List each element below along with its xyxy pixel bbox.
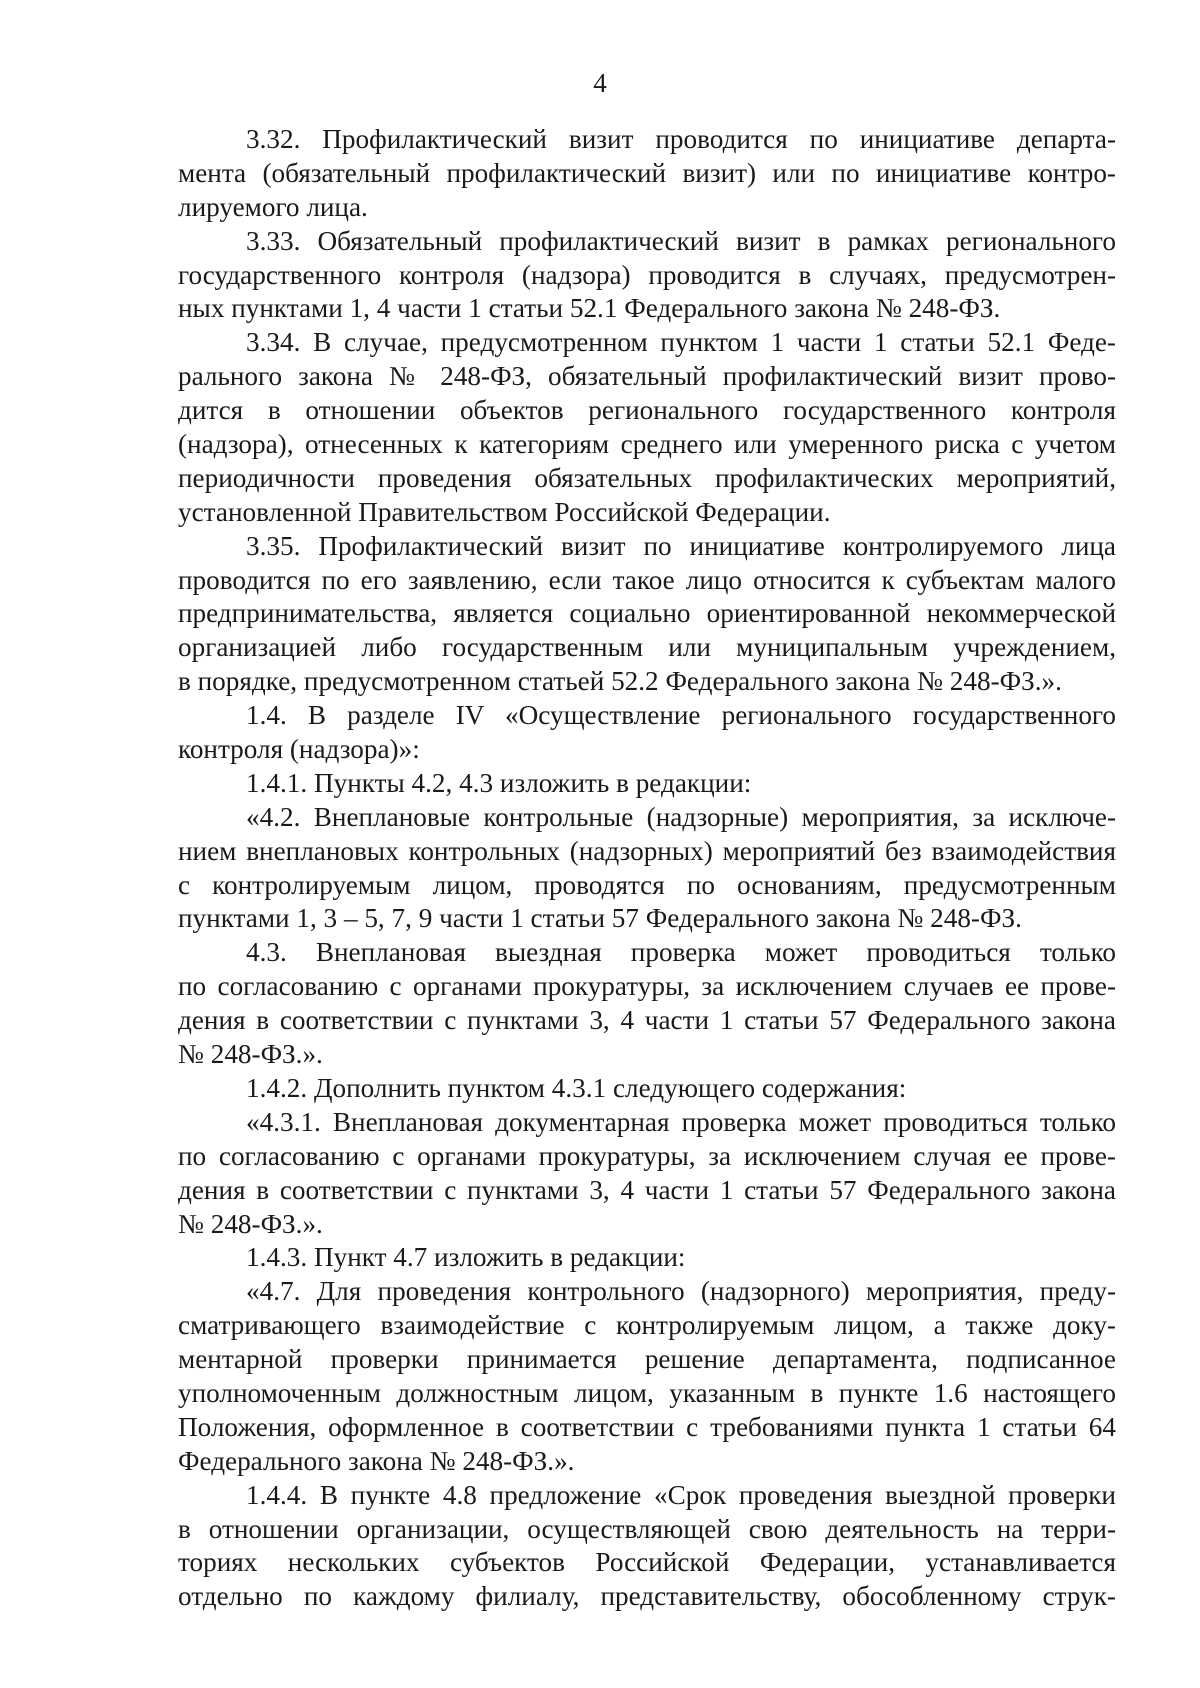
text-line: сматривающего взаимодействие с контролируемым лицом, а также доку- — [178, 1310, 1116, 1341]
text-line: по согласованию с органами прокуратуры, за исключением случая ее прове- — [178, 1140, 1116, 1171]
text-line: проводится по его заявлению, если такое лицо относится к субъектам малого — [178, 564, 1116, 595]
text-line: 3.33. Обязательный профилактический визит в рамках регионального — [246, 225, 1116, 256]
text-line: дения в соответствии с пунктами 3, 4 части 1 статьи 57 Федерального закона — [178, 1005, 1116, 1036]
text-line: (надзора), отнесенных к категориям среднего или умеренного риска с учетом — [178, 429, 1116, 460]
text-line: ментарной проверки принимается решение департамента, подписанное — [178, 1344, 1116, 1375]
text-line: 1.4.4. В пункте 4.8 предложение «Срок проведения выездной проверки — [246, 1479, 1116, 1510]
text-line: с контролируемым лицом, проводятся по основаниям, предусмотренным — [178, 869, 1116, 900]
text-line: 4.3. Внеплановая выездная проверка может проводиться только — [246, 937, 1116, 968]
text-line: ных пунктами 1, 4 части 1 статьи 52.1 Федерального закона № 248-ФЗ. — [178, 293, 1001, 324]
text-line: в отношении организации, осуществляющей свою деятельность на терри- — [178, 1513, 1116, 1544]
text-line: «4.7. Для проведения контрольного (надзорного) мероприятия, преду- — [246, 1276, 1116, 1307]
text-line: Федерального закона № 248-ФЗ.». — [178, 1445, 575, 1476]
text-line: 1.4.2. Дополнить пунктом 4.3.1 следующего содержания: — [246, 1072, 907, 1103]
text-line: в порядке, предусмотренном статьей 52.2 Федерального закона № 248-ФЗ.». — [178, 666, 1062, 697]
text-line: № 248-ФЗ.». — [178, 1208, 323, 1239]
text-line: по согласованию с органами прокуратуры, за исключением случаев ее прове- — [178, 971, 1116, 1002]
text-line: контроля (надзора)»: — [178, 734, 420, 765]
text-line: пунктами 1, 3 – 5, 7, 9 части 1 статьи 57 Федерального закона № 248-ФЗ. — [178, 903, 1022, 934]
text-line: отдельно по каждому филиалу, представительству, обособленному струк- — [178, 1581, 1116, 1612]
text-line: лируемого лица. — [178, 191, 368, 222]
text-line: периодичности проведения обязательных профилактических мероприятий, — [178, 462, 1116, 493]
document-body — [178, 123, 1116, 1614]
text-line: № 248-ФЗ.». — [178, 1039, 323, 1070]
text-line: организацией либо государственным или муниципальным учреждением, — [178, 632, 1116, 663]
text-line: 1.4. В разделе IV «Осуществление регионального государственного — [246, 700, 1116, 731]
text-line: ториях нескольких субъектов Российской Федерации, устанавливается — [178, 1547, 1116, 1578]
text-line: 3.32. Профилактический визит проводится по инициативе департа- — [246, 124, 1116, 154]
text-line: 3.35. Профилактический визит по инициативе контролируемого лица — [246, 530, 1116, 561]
text-line: рального закона № 248-ФЗ, обязательный профилактический визит прово- — [178, 361, 1116, 392]
text-line: мента (обязательный профилактический визит) или по инициативе контро- — [178, 157, 1116, 188]
text-line: «4.2. Внеплановые контрольные (надзорные) мероприятия, за исключе- — [246, 801, 1116, 832]
text-line: государственного контроля (надзора) проводится в случаях, предусмотрен- — [178, 259, 1116, 290]
text-line: дения в соответствии с пунктами 3, 4 части 1 статьи 57 Федерального закона — [178, 1174, 1116, 1205]
text-line: предпринимательства, является социально ориентированной некоммерческой — [178, 598, 1116, 629]
text-line: 1.4.3. Пункт 4.7 изложить в редакции: — [246, 1242, 686, 1273]
text-line: установленной Правительством Российской Федерации. — [178, 496, 831, 527]
text-line: уполномоченным должностным лицом, указанным в пункте 1.6 настоящего — [178, 1377, 1116, 1408]
text-line: нием внеплановых контрольных (надзорных) мероприятий без взаимодействия — [178, 835, 1116, 866]
text-line: 3.34. В случае, предусмотренном пунктом 1 части 1 статьи 52.1 Феде- — [246, 327, 1116, 358]
page-number: 4 — [593, 68, 607, 98]
text-line: Положения, оформленное в соответствии с требованиями пункта 1 статьи 64 — [178, 1411, 1116, 1442]
text-line: 1.4.1. Пункты 4.2, 4.3 изложить в редакции: — [246, 767, 752, 798]
text-line: «4.3.1. Внеплановая документарная проверка может проводиться только — [246, 1106, 1116, 1137]
text-line: дится в отношении объектов регионального государственного контроля — [178, 395, 1116, 426]
